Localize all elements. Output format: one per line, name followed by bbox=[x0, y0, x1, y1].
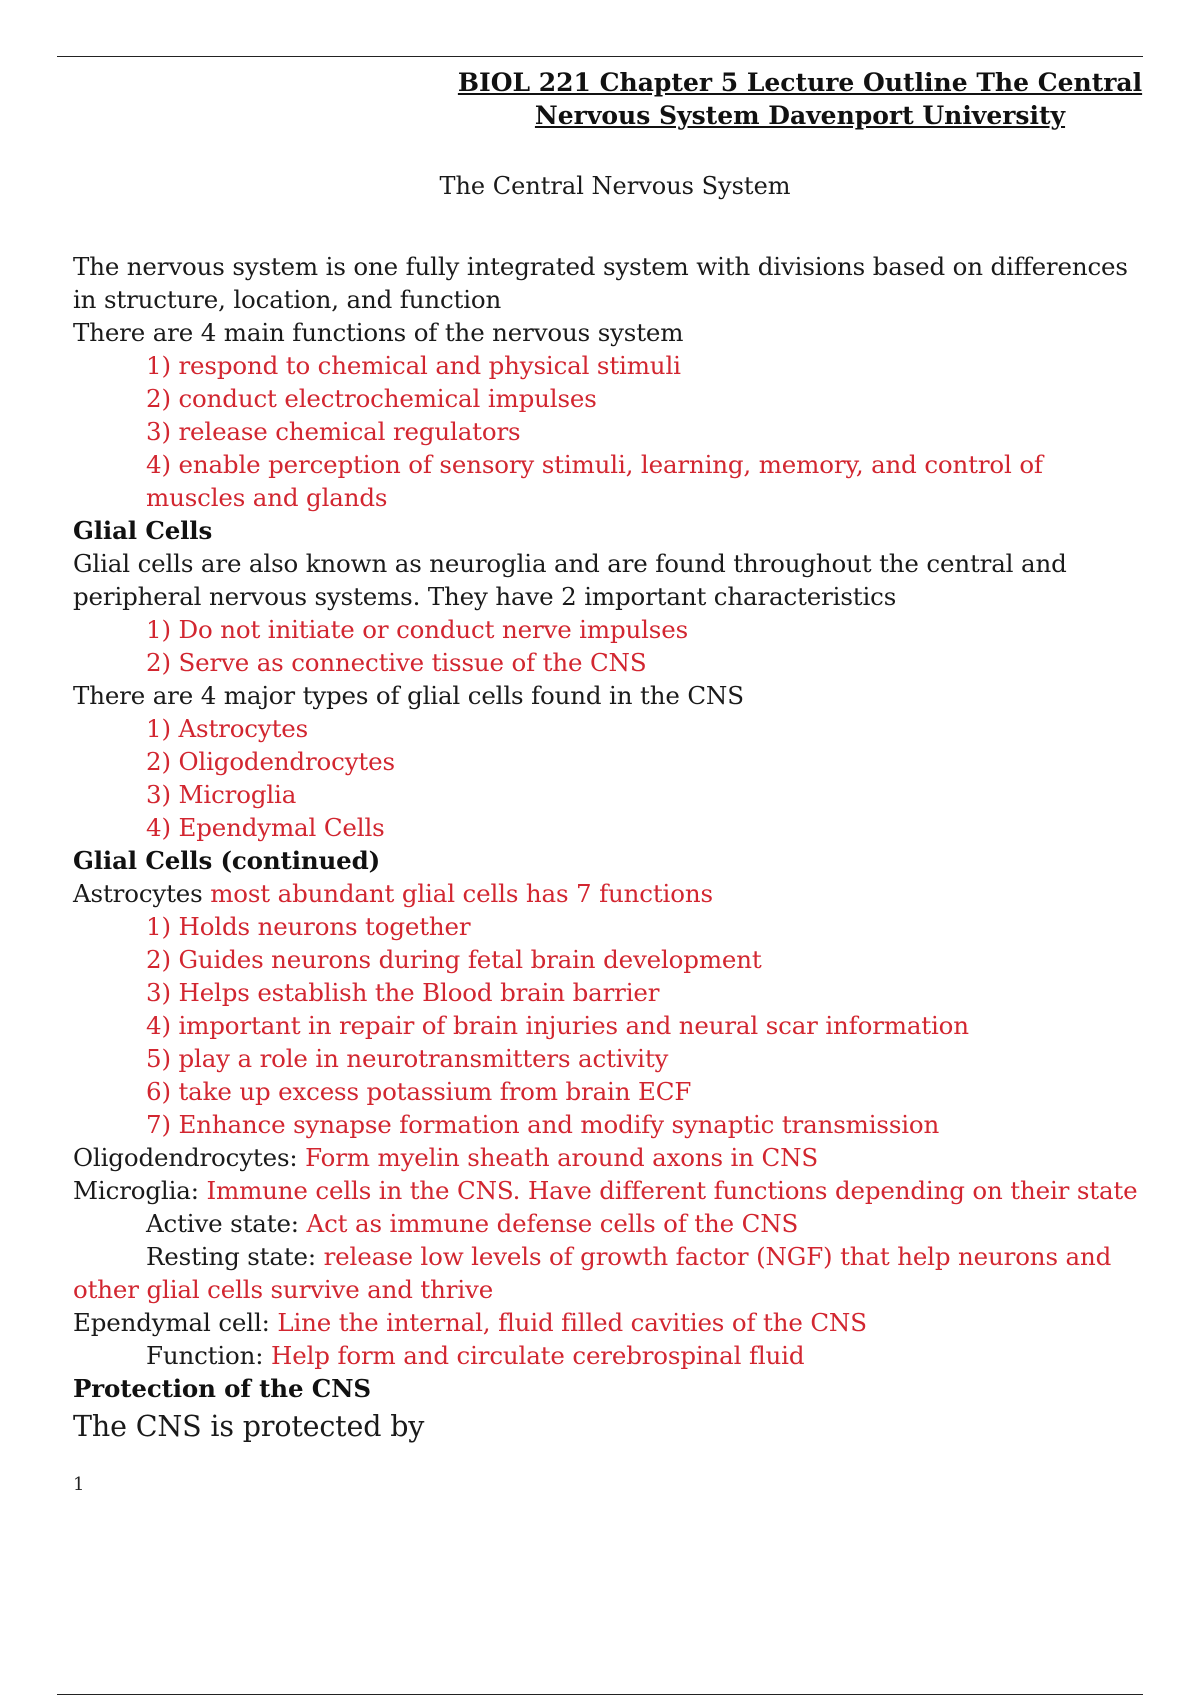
list-item: 4) Ependymal Cells bbox=[146, 813, 385, 842]
ependymal-text: Line the internal, fluid filled cavities of the CNS bbox=[277, 1308, 867, 1337]
top-rule bbox=[57, 56, 1143, 57]
ependymal-function-line bbox=[73, 1339, 1143, 1372]
active-state-label: Active state: bbox=[146, 1209, 299, 1238]
list-item: 2) Guides neurons during fetal brain development bbox=[146, 945, 762, 974]
bottom-rule bbox=[57, 1694, 1143, 1695]
list-item: 2) Oligodendrocytes bbox=[146, 747, 395, 776]
list-item: 1) Astrocytes bbox=[146, 714, 309, 743]
ependymal-label: Ependymal cell: bbox=[73, 1308, 270, 1337]
resting-state-text: release low levels of growth factor (NGF) that help neurons and other glial cells survive and thrive bbox=[73, 1242, 1112, 1304]
document-body bbox=[73, 250, 1143, 1447]
glial-types-list bbox=[73, 712, 1143, 844]
astrocyte-functions-list bbox=[73, 910, 1143, 1141]
protection-text: The CNS is protected by bbox=[73, 1410, 425, 1443]
list-item: 6) take up excess potassium from brain ECF bbox=[146, 1077, 692, 1106]
functions-lead: There are 4 main functions of the nervous system bbox=[73, 318, 684, 347]
list-item: 1) respond to chemical and physical stimuli bbox=[146, 351, 681, 380]
oligodendrocytes-text: Form myelin sheath around axons in CNS bbox=[305, 1143, 819, 1172]
list-item: 3) release chemical regulators bbox=[146, 417, 521, 446]
list-item: 2) Serve as connective tissue of the CNS bbox=[146, 648, 647, 677]
microglia-text: Immune cells in the CNS. Have different functions depending on their state bbox=[206, 1176, 1138, 1205]
list-item: 1) Do not initiate or conduct nerve impulses bbox=[146, 615, 688, 644]
functions-list bbox=[73, 349, 1143, 514]
section-heading-glial-continued: Glial Cells (continued) bbox=[73, 846, 381, 875]
document-subtitle: The Central Nervous System bbox=[439, 172, 791, 200]
microglia-label: Microglia: bbox=[73, 1176, 199, 1205]
microglia-line bbox=[73, 1174, 1143, 1207]
astrocytes-label: Astrocytes bbox=[73, 879, 203, 908]
section-heading-glial: Glial Cells bbox=[73, 516, 213, 545]
page-number: 1 bbox=[73, 1474, 85, 1495]
document-title: BIOL 221 Chapter 5 Lecture Outline The Central Nervous System Davenport University bbox=[457, 68, 1143, 130]
list-item: 5) play a role in neurotransmitters activity bbox=[146, 1044, 669, 1073]
ependymal-function-label: Function: bbox=[146, 1341, 264, 1370]
resting-state-line bbox=[73, 1240, 1143, 1306]
active-state-text: Act as immune defense cells of the CNS bbox=[306, 1209, 799, 1238]
active-state-line bbox=[73, 1207, 1143, 1240]
types-lead: There are 4 major types of glial cells found in the CNS bbox=[73, 681, 744, 710]
astrocytes-line bbox=[73, 877, 1143, 910]
list-item: 3) Helps establish the Blood brain barrier bbox=[146, 978, 660, 1007]
list-item: 2) conduct electrochemical impulses bbox=[146, 384, 597, 413]
oligodendrocytes-label: Oligodendrocytes: bbox=[73, 1143, 298, 1172]
list-item: 4) enable perception of sensory stimuli, learning, memory, and control of muscles and glands bbox=[146, 450, 1043, 512]
section-heading-protection: Protection of the CNS bbox=[73, 1374, 371, 1403]
list-item: 4) important in repair of brain injuries and neural scar information bbox=[146, 1011, 969, 1040]
ependymal-line bbox=[73, 1306, 1143, 1339]
astrocytes-text: most abundant glial cells has 7 functions bbox=[210, 879, 713, 908]
list-item: 3) Microglia bbox=[146, 780, 297, 809]
glial-paragraph: Glial cells are also known as neuroglia and are found throughout the central and peripheral nervous systems. They have 2 important characteristics bbox=[73, 549, 1067, 611]
resting-state-label: Resting state: bbox=[146, 1242, 316, 1271]
list-item: 7) Enhance synapse formation and modify synaptic transmission bbox=[146, 1110, 940, 1139]
list-item: 1) Holds neurons together bbox=[146, 912, 471, 941]
oligodendrocytes-line bbox=[73, 1141, 1143, 1174]
ependymal-function-text: Help form and circulate cerebrospinal fluid bbox=[271, 1341, 805, 1370]
characteristics-list bbox=[73, 613, 1143, 679]
intro-paragraph: The nervous system is one fully integrated system with divisions based on differences in structure, location, and function bbox=[73, 252, 1128, 314]
